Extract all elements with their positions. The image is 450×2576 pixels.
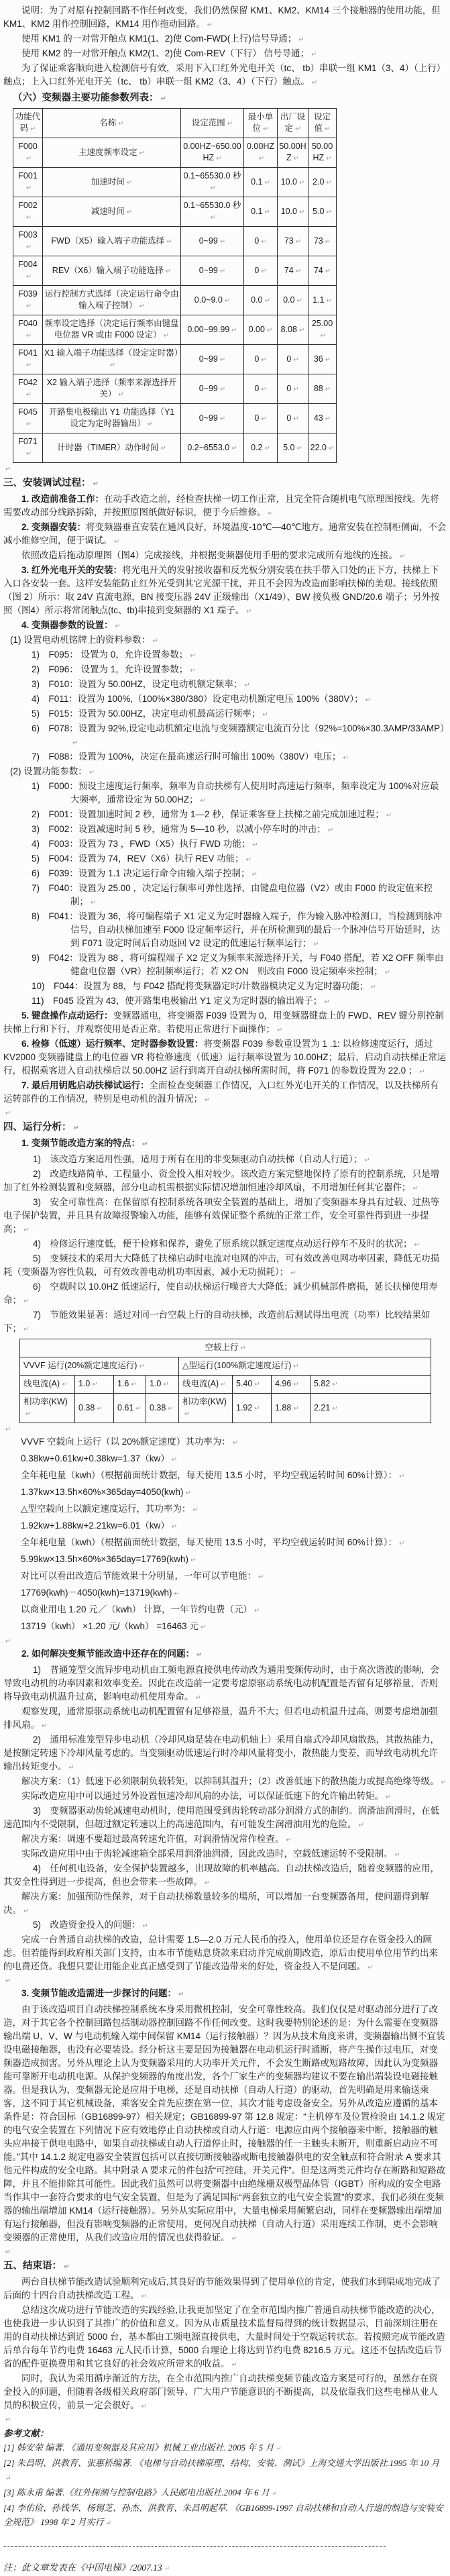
table-cell: 1.1 ↵ — [308, 286, 337, 315]
table-cell: 计时器（TIMER）动作时间 ↵ — [43, 433, 181, 463]
setting-item: 1) F000：预设主速度运行频率，频率为自动扶梯有人使用时高速运行频率，频率设定为 100%对应最大频率，通常设定为 50.00HZ； ↵ — [3, 780, 447, 808]
setting-item: 2) F001：设置加速时间 2 秒，通常为 1—2 秒，保证乘客登上扶梯之前完成加速过程； ↵ — [3, 808, 447, 823]
table-cell: 1.0 ↵ — [146, 1376, 179, 1394]
setting-item: 7) F040：设置为 25.00 ，决定运行频率可弹性选择，由键盘电位器（V2）或由 F000 的设定值来控制； ↵ — [3, 882, 447, 910]
table-cell: 频率设定选择（决定运行频率由键盘电位器 VR 或由 F000 设定） ↵ — [43, 315, 181, 345]
table-cell: F041 ↵ — [13, 345, 43, 374]
empty-line — [3, 2246, 447, 2257]
subsection-title: 1. 变频节能改造方案的特点： ↵ — [3, 1137, 447, 1151]
references-heading: 参考文献： — [3, 2428, 49, 2438]
table-cell: 0~99 ↵ — [181, 345, 244, 374]
solution-paragraph: 解决方案：调速不要超过最高转速允许值，对润滑情况常作检查。 ↵ — [3, 1833, 447, 1847]
subsection-title: 2. 如何解决变频节能改造中还存在的问题： ↵ — [3, 1647, 447, 1662]
table-cell: 0 ↵ — [278, 404, 308, 433]
table-cell: 0.2 ↵ — [244, 433, 278, 463]
table-cell: 0 ↵ — [278, 374, 308, 404]
table-cell: 线电流(A) ↵ — [179, 1376, 233, 1394]
table-cell: 0~99 ↵ — [181, 227, 244, 256]
table-cell: 5.0 ↵ — [308, 197, 337, 227]
feature-item: 1) 该改造方案适用性强，适用于所有在用的非变频驱动自动扶梯（自动人行道）； ↵ — [3, 1153, 447, 1168]
table-cell: 相功率(KW) ↵ — [179, 1394, 233, 1423]
table-cell: 0.61 ↵ — [114, 1394, 146, 1423]
table-cell: F040 ↵ — [13, 315, 43, 345]
formula-line: 全年耗电量（kwh）（根据前面统计数据，每天使用 13.5 小时，平均空载运转时间 60%计算）： ↵ — [3, 1467, 447, 1484]
table-cell: 减速时间 ↵ — [43, 197, 181, 227]
setting-item: 4) F003：设置为 73 ，FWD（X5）执行 FWD 功能； ↵ — [3, 837, 447, 852]
discussion-paragraph: 由于该改造项目自动扶梯控制系统本身采用微机控制，安全可靠性较高。我们仅仅是对驱动部分进行了改造，对于其它各个控制回路包括制动器控制回路不作任何改变。这时我要特别论述的是：为什么需要在变频器输出端 U、V、W 与电动机输入端中间保留 KM14（运行接触器）？因为从技术角度来讲，变频器输出侧不宜装设电磁接触器，也没有必要装设。经分析这主要是因为接触器在电动机运行时通断，将产生操作过电压，对变频器造成损害。另外从理论上认为变频器采用的大功率开关元件，不会发生断路或短路故障，因此认为变频器能可靠断开电动机电源。从保护变频器的角度出发，各个厂家生产的变频器均建议不要在输出端装设电磁接触器。但是我认为，变频器无论是应用于电梯，还是自动扶梯（自动人行道）的驱动，首先明确是用来输送乘客，这不同于其它机械设备，乘客安全首先应摆在第一位，其次才能考虑设备安全。另外从改造应遵循的基本条件是：符合国标（GB16899-97）相关规定；GB16899-97 第 12.8 规定：“主机停车及位置检验由 14.1.2 规定的电气安全装置在下列情况下应有效地停止自动扶梯或自动人行道：电源应由两个接触器来中断，接触器的触头应串接于供电电路中，如果自动扶梯或自动人行道停止时，接触器的任一主触头未断开，则重新启动应不可能。”其中 14.1.2 规定电器安全装置包括可以直接切断接触器或断电接触器供电的安全触点和符合附录 A 要求其他元件构成的安全电路。其中附录 A 要求元的件包括“可控硅，开关元件”。但是这两类元件均存在断路和短路故障，并且不能排除其可能性。因此我们虽然可以将变频器中由绝缘栅双极型晶体管（IGBT）所构成的安全电路当作其中一套符合要求的电气安全装置，但是为了满足国标“两套独立的电气安全装置”的要求，我们必须在变频器的输出端增加 KM14（运行接触器）。另外从实际应用中，大量电梯采用频繁启动，同样在变频器输出端增加有运行接触器，但没有影响变频器的正常使用，更何况自动扶梯（自动人行道）采用连续工作制，更不会影响变频器的正常使用，从我们改造应用的情况也获得验证。 ↵ — [3, 2003, 447, 2246]
table-cell: 5.40 ↵ — [233, 1376, 272, 1394]
table-cell: F004 ↵ — [13, 256, 43, 286]
setting-item: 5) F015：设置为 50.00HZ，决定电动机最高运行频率； ↵ — [3, 707, 447, 722]
table-cell: 0 ↵ — [278, 345, 308, 374]
empty-line — [3, 1975, 447, 1986]
reference-item: [2] 朱昌明、洪教育、张惠桥编著. 《电梯与自动扶梯原理、结构、安装、测试》上海交通大学出版社.1995 年 10 月 ↵ — [3, 2456, 447, 2485]
problem-item: 5) 改造资金投入的问题： ↵ — [3, 1918, 447, 1933]
table-cell: F002 ↵ — [13, 197, 43, 227]
section-heading-analysis: 四、运行分析： ↵ — [3, 1121, 447, 1135]
table-cell: 0~99 ↵ — [181, 374, 244, 404]
table-cell: 0.0 ↵ — [244, 286, 278, 315]
intro-paragraph: 使用 KM2 的一对常开触点 KM2(1、2)使 Com-REV（下行） 信号导通； ↵ — [3, 47, 447, 62]
table-row — [13, 138, 337, 168]
table-cell: 0.00~99.99 ↵ — [181, 315, 244, 345]
table-cell: 0.1 ↵ — [244, 168, 278, 197]
table-cell: 22.0 ↵ — [308, 433, 337, 463]
table-cell: 0.00HZ~650.00HZ ↵ — [181, 138, 244, 168]
problem-item: 1) 普通笼型交流异步电动机由工频电源直接供电传动改为通用变频传动时，由于高次谐波的影响，会导致电动机的功率因素和效率变差。因此在改造前一定要考虑原驱动系统电动机配置是否留有足够裕量，否则将导致电动机温升过高，影响电动机使用寿命。 ↵ — [3, 1663, 447, 1705]
install-item — [3, 1009, 447, 1037]
table-cell: 2.21 ↵ — [311, 1394, 431, 1423]
item-label: 2. 变频器安装： — [21, 522, 87, 532]
table-title-row — [20, 1339, 431, 1357]
table-cell: 50.00HZ ↵ — [308, 138, 337, 168]
intro-paragraph: 说明：为了对原有控制回路不作任何改变，我们仍然保留 KM1、KM2、KM14 三个接触器的使用功能，但 KM1、KM2 用作控制回路，KM14 用作拖动回路。 ↵ — [3, 4, 447, 32]
column-header: 功能代码 ↵ — [13, 109, 43, 138]
item-text: 全面检查变频器工作情况，入口红外光电开关的工作情况，以及扶梯所有运转部件的工作情况，特别是电动机的温升情况； — [3, 1080, 439, 1104]
item-label: 6. 检修（低速）运行频率、定时器参数设置： — [21, 1039, 204, 1049]
reference-item: [1] 韩安荣 编著. 《通用变频器及其应用》机械工业出版社. 2005 年 5 月 ↵ — [3, 2440, 447, 2456]
formula-line: 5.99kw×13.5h×60%×365day=17769(kwh) ↵ — [3, 1551, 447, 1568]
table-cell: 0.1~65530.0 秒 ↵ — [181, 168, 244, 197]
empty-line — [3, 1423, 447, 1434]
publication-note: 注：此文章发表在《中国电梯》/2007.13 ↵ — [3, 2561, 447, 2576]
problem-paragraph: 完成一台普通自动扶梯的改造，总计需要 1.5—2.0 万元人民币的投入，使用单位还是存在资金投入的顾虑。但若能得到政府相关部门支持，由本市节能贴息贷款来启动并完成前期改造，原后由使用单位用节约出来的电费还贷。我想只要让用能企业真正感受到了节能改造带来的好处，资金投入不是问题。 ↵ — [3, 1933, 447, 1975]
problem-paragraph: 观察发现，通常原驱动系统电动机配置留有足够裕量，温升不大；但若电动机温升过高，则要考虑增加强排风扇。 ↵ — [3, 1705, 447, 1733]
table-cell: F003 ↵ — [13, 227, 43, 256]
setting-item: 6) F078：设置为 92%,设定电动机额定电流与变频器额定电流百分比（92%=100%×30.3AMP/33AMP） ↵ — [3, 722, 447, 750]
energy-calculation-block — [3, 1434, 447, 1635]
column-header: 最小单位 ↵ — [244, 109, 278, 138]
table-cell: 0~99 ↵ — [181, 404, 244, 433]
intro-paragraph: 使用 KM1 的一对常开触点 KM1(1、2)使 Com-FWD(上行)信号导通； ↵ — [3, 32, 447, 47]
table-cell: 2.0 ↵ — [308, 168, 337, 197]
install-item — [3, 1079, 447, 1107]
column-header: 出厂设定 ↵ — [278, 109, 308, 138]
table-cell: F045 ↵ — [13, 404, 43, 433]
empty-line — [3, 1107, 447, 1118]
table-row — [13, 345, 337, 374]
table-cell: 74 ↵ — [308, 256, 337, 286]
item-text: 变频器通电，将变频器 F039 设置为 0，用变频器键盘上的 FWD、REV 键分别控制扶梯上行和下行，并观察使用是否正常。若使用正常进行下面操作； — [3, 1011, 445, 1034]
setting-item: 7) F088：设置为 100%，决定在最高速运行时可输出 100%（380V）电压； ↵ — [3, 750, 447, 765]
problem-item: 4) 任何机电设备，安全保护装置越多，出现故障的机率越高。自动扶梯改造后，随着变频器的应用，其安全性得到进一步提高，但也会带来一些故障。 ↵ — [3, 1862, 447, 1890]
separator-line: -------------------------------------------------------------------------------------------------------- — [3, 2541, 387, 2551]
problem-paragraph: 实际改造应用中由于齿轮减速箱全部采用润滑油润滑，因此改造时，空载低速运转不受限制。 ↵ — [3, 1847, 447, 1862]
table-cell: 相功率(KW) ↵ — [20, 1394, 75, 1423]
setting-item: 8) F041：设置为 36，将可编程端子 X1 定义为定时器输入端子，作为输入脉冲检测口，当检测到脉冲信号，自动扶梯加速至 F000 设定频率运行，并在所检测到的最后一个脉冲信号开始延时，达到 F071 设定时间后自动返回 V2 设定的低速运行频率运行； ↵ — [3, 910, 447, 951]
table-cell: 0 ↵ — [244, 345, 278, 374]
item-text: 将变频器垂直安装在通风良好，环境温度-10℃—40℃地方。通常安装在控制柜侧面，不会减小维修空间，便于调试。 — [3, 522, 447, 546]
table-cell: 0.0 ↵ — [278, 286, 308, 315]
item-text: 将光电开关的发射接收器和反光板分别安装在扶手带入口处的正下方，扶梯上下入口各安装一套。这样安装能防止红外光受到其它光源干扰，并且不会因为改造而影响扶梯的美观。接线依照（图 2）所示：取 24V 直流电源，BN 接变压器 24V 正级输出（X1/49）、BW 接负极 GND/20.6 端子；另外按照（图4）所示将常闭触点(tc、tb)串接到变频器的 X1 端子。 — [3, 565, 440, 615]
install-item — [3, 521, 447, 549]
table-row — [13, 256, 337, 286]
section-heading-install: 三、安装调试过程： ↵ — [3, 476, 447, 491]
install-item — [3, 1037, 447, 1079]
setting-item: 10) F044：设置为 88，与 F042 搭配将变频器定时/计数器模块定义为定时器功能； ↵ — [3, 980, 447, 994]
table-cell: 88 ↵ — [308, 374, 337, 404]
setting-item: 9) F042：设置为 88 ，将可编程端子 X2 定义为频率来源选择开关，与 F040 搭配，若 X2 OFF 频率由健盘电位器（VR）控制频率运行；若 X2 ON 则改由 F000 设定频率来控制； ↵ — [3, 951, 447, 980]
formula-line: 以商业用电 1.20 元／（kwh） 计算，一年节约电费（元） ↵ — [3, 1602, 447, 1618]
problem-paragraph: 实际改造应用中可以通过另外设置恒速冷却风扇的办法，可以保证低速下的允许输出转矩。 ↵ — [3, 1790, 447, 1804]
table-cell: F000 ↵ — [13, 138, 43, 168]
parameter-group-title: (2) 设置功能参数： ↵ — [3, 765, 447, 780]
column-header: VVVF 运行(20%额定速度运行) ↵ — [20, 1357, 179, 1376]
column-header: 设定值 ↵ — [308, 109, 337, 138]
table-cell: 加速时间 ↵ — [43, 168, 181, 197]
subsection-title: 3. 变频节能改造需进一步探讨的问题： ↵ — [3, 1987, 447, 2002]
table-cell: 0 ↵ — [244, 374, 278, 404]
table-cell: 0.38 ↵ — [75, 1394, 114, 1423]
conclusion-paragraph: 同时，我认为采用循序渐近的方法，在全市范围内推广自动扶梯变频节能改造方案是可行的，虽然存在资金投入的问题，但随着各级相关政府部门领导、广大用户节能意识的不断提高，以及依靠我们这些电梯从业人员的积极宣传，前景一定会很好。 ↵ — [3, 2372, 447, 2414]
table-cell: 10.0 ↵ — [278, 197, 308, 227]
table-cell: 0.1~65530.0 秒 ↵ — [181, 197, 244, 227]
intro-paragraph: 为了保证乘客顺向进入检测信号有效，采用下入口红外光电开关（tc、 tb）串联一组 KM1（3、4）（上行）触点；上入口红外光电开关（tc、 tb）串联一组 KM2（3、4）（下行）触点。 ↵ — [3, 62, 447, 90]
install-item — [3, 564, 447, 619]
table-cell: 开路集电极输出 Y1 功能选择（Y1 设定为定时器输出） ↵ — [43, 404, 181, 433]
setting-item: 1) F095： 设置为 0，允许设置参数； ↵ — [3, 648, 447, 663]
install-item — [3, 493, 447, 521]
table-cell: 5.82 ↵ — [311, 1376, 431, 1394]
solution-paragraph: 解决方案：（1）低速下必须限制负载转矩，以抑制其温升；（2）改善低速下的散热能力或提高绝缘等级。 ↵ — [3, 1775, 447, 1790]
parameter-table — [13, 108, 337, 463]
item-label: 7. 最后用钥匙启动扶梯试运行： — [21, 1080, 150, 1090]
table-cell: 1.92 ↵ — [233, 1394, 272, 1423]
reference-item: [4] 李佑俭、孙钱华、杨锡芝、孙杰、洪教育、朱昌明起草. 《GB16899-1997 自动扶梯和自动人行道的制造与安装安全规范》 1998 年 2 月实行 ↵ — [3, 2501, 447, 2530]
table-row — [20, 1394, 431, 1423]
reference-item: [3] 陈永甫 编著.《红外探测与控制电路》人民邮电出版社.2004 年 6 月 ↵ — [3, 2485, 447, 2501]
table-cell: 线电流(A) ↵ — [20, 1376, 75, 1394]
table-cell: 73 ↵ — [278, 227, 308, 256]
formula-line: 13719（kwh） ×1.20 元/（kwh） =16463 元 ↵ — [3, 1618, 447, 1635]
item-label: 5. 键盘操作点动运行： — [21, 1011, 113, 1021]
motor-parameter-list — [3, 648, 447, 765]
table-cell: REV（X6）输入端子功能选择 ↵ — [43, 256, 181, 286]
formula-line: 0.38kw+0.61kw+0.38kw=1.37（kw） ↵ — [3, 1451, 447, 1467]
table-row — [13, 374, 337, 404]
solution-paragraph: 解决方案：加强预防性保养，对于自动扶梯数量较多的場所，可以增加一台变频器备用，使问题得到解决。 ↵ — [3, 1890, 447, 1918]
table-cell: 0 ↵ — [244, 256, 278, 286]
table-cell: 0 ↵ — [244, 227, 278, 256]
feature-item: 6) 空载时以 10.0HZ 低速运行，使自动扶梯运行噪音大大降低；减少机械部件磨损，延长扶梯使用寿命； ↵ — [3, 1280, 447, 1308]
table-cell: 4.96 ↵ — [272, 1376, 311, 1394]
empty-line — [3, 1635, 447, 1646]
table-cell: F001 ↵ — [13, 168, 43, 197]
table-row — [13, 315, 337, 345]
table-cell: 10.0 ↵ — [278, 168, 308, 197]
table-row — [13, 168, 337, 197]
install-item — [3, 619, 447, 633]
install-paragraph: 依照改造后拖动原理图（图4）完成接线，并根据变频器使用手册的要求完成所有地线的连接。 ↵ — [3, 549, 447, 564]
feature-item: 5) 变频技术的采用大大降低了扶梯启动时电流对电网的冲击，可有效改善电网功率因素，降低无功损耗（变频器为容性负载，可有效改善电动机功率因素，减小无功损耗）； ↵ — [3, 1252, 447, 1280]
table-cell: 73 ↵ — [308, 227, 337, 256]
parameter-group-title: (1) 设置电动机铭牌上的资料参数： ↵ — [3, 633, 447, 648]
table-cell: 0~99 ↵ — [181, 256, 244, 286]
table-cell: 0.1 ↵ — [244, 197, 278, 227]
table-cell: F071 ↵ — [13, 433, 43, 463]
item-label: 1. 改造前准备工作： — [21, 494, 105, 504]
table-row — [13, 286, 337, 315]
item-text: 在动手改造之前，经检查扶梯一切工作正常，且完全符合随机电气原理图接线。先将需要改动部分线路拆除，并按照原图纸做好标识，便于今后维修。 — [3, 494, 439, 517]
table-cell: X1 输入端子功能选择（设定定时器） ↵ — [43, 345, 181, 374]
formula-line: VVVF 空载向上运行（以 20%额定速度）其功率为： ↵ — [3, 1434, 447, 1451]
conclusion-paragraph: 两台自扶梯节能改造试验顺利完成后,其良好的节能效果得到了使用单位的肯定，使我们水到渠成地完成了后面的十四台自动扶梯改造工程。 ↵ — [3, 2275, 447, 2304]
table-cell: 50.00HZ ↵ — [278, 138, 308, 168]
feature-list — [3, 1153, 447, 1337]
table-cell: 36 ↵ — [308, 345, 337, 374]
table-header-row — [13, 109, 337, 138]
item-text: 将变频器 F039 参数重设置为 1 .1: 以检修速度运行，通过 KV2000 变频器键盘上的电位器 VR 将检修速度（低速）运行频率设置为 10.00HZ；最后，启动自动扶梯正常运行，根据乘客进入自动扶梯后以 50.00HZ 运行到离开自动扶梯所需时间，将 F071 的参数设置为 22.0 ； — [3, 1039, 447, 1076]
table-cell: 1.0 ↵ — [75, 1376, 114, 1394]
empty-line — [3, 2414, 447, 2424]
table-cell: 5.0 ↵ — [278, 433, 308, 463]
table-title: 空载上行 ↵ — [20, 1339, 431, 1357]
empty-line — [3, 463, 447, 474]
table-row — [13, 227, 337, 256]
setting-item: 4) F011：设置为 100%,（100%×380/380）设定电动机额定电压 100%（380V）； ↵ — [3, 692, 447, 707]
formula-line: 全年耗电量（kwh）（根据前面统计数据，每天使用 13.5 小时，平均空载运转时间 60%计算）： ↵ — [3, 1535, 447, 1551]
table-cell: 74 ↵ — [278, 256, 308, 286]
section-heading-parameter-list: （六）变频器主要功能参数列表： ↵ — [3, 91, 447, 106]
table-cell: 0.00 ↵ — [244, 315, 278, 345]
table-cell: 43 ↵ — [308, 404, 337, 433]
problem-item: 2) 通用标准笼型异步电动机（冷却风扇是装在电动机轴上）采用自扇式冷却风扇散热，其散热能力，是按额定转速下冷却风量考虑的。当变频驱动低速运行时冷却风量将变小，散热能力变差，而导致电动机允许输出转矩变小。 ↵ — [3, 1733, 447, 1775]
table-cell: 主速度频率设定 ↵ — [43, 138, 181, 168]
table-row — [13, 404, 337, 433]
formula-line: 1.92kw+1.88kw+2.21kw=6.01（kw） ↵ — [3, 1518, 447, 1535]
conclusion-paragraph: 总结这次成功进行节能改造的实践经验,让我更加坚定了在全市范围内推广普通自动扶梯节能改造的决心，也使我进一步认识到了其推广的价值和意义。因为从市质量技术监督局得到的统计数据显示，目前深圳注册在用的自动扶梯达到近 5000 台，基本都由工频电源直接供电，大量时间处于空载运转状态。若按照完成节能改造后单台每年节约电费 16463 元人民币计算，5000 台理论上将达到节约电费 8216.5 万元。这还不包括改造后节省的配件更换费用和其它良好的社会效应所带来的收益。 ↵ — [3, 2304, 447, 2372]
table-cell: X2 输入端子选择（频率来源选择开关） ↵ — [43, 374, 181, 404]
formula-line: 1.37kw×13.5h×60%×365day=4050(kwh) ↵ — [3, 1484, 447, 1501]
table-cell: FWD（X5）输入端子功能选择 ↵ — [43, 227, 181, 256]
table-cell: 0.2~6553.0 ↵ — [181, 433, 244, 463]
table-cell: 运行控制方式选择（决定运行命令由输入端子控制） ↵ — [43, 286, 181, 315]
table-row — [13, 197, 337, 227]
setting-item: 6) F039：设置为 1.1 决定运行命令由输入端子控制； ↵ — [3, 867, 447, 882]
comparison-table-body — [20, 1376, 431, 1423]
table-cell: 1.88 ↵ — [272, 1394, 311, 1423]
table-cell: 8.08 ↵ — [278, 315, 308, 345]
setting-item: 5) F004：设置为 74，REV（X6）执行 REV 功能； ↵ — [3, 852, 447, 867]
feature-item: 4) 检修运行速度低，便于检修和保养，避免了原系统以额定速度点动运行停车不及时的状况； ↵ — [3, 1237, 447, 1252]
parameter-table-body — [13, 138, 337, 463]
item-label: 3. 红外光电开关的安装： — [21, 565, 123, 575]
table-cell: 0.38 ↵ — [146, 1394, 179, 1423]
table-cell: 0.0~9.0 ↵ — [181, 286, 244, 315]
setting-item: 11) F045 设置为 43，使开路集电极输出 Y1 定义为定时器的输出端子； ↵ — [3, 994, 447, 1009]
table-header-row — [20, 1357, 431, 1376]
feature-item: 7) 节能效果显著：通过对同一台空载上行的自动扶梯，改造前后测试得出电流（功率）比较结果如下； ↵ — [3, 1308, 447, 1337]
reference-list — [3, 2440, 447, 2530]
formula-line: △型空载向上以额定速度运行，其功率为： ↵ — [3, 1501, 447, 1518]
column-header: 设定范围 ↵ — [181, 109, 244, 138]
column-header: 名称 ↵ — [43, 109, 181, 138]
formula-line: 对比可以看出改造后节能效果十分明显，一年可以节电能： ↵ — [3, 1568, 447, 1585]
table-cell: F039 ↵ — [13, 286, 43, 315]
problem-item: 3) 变频器驱动齿轮减速电动机时，使用范围受到齿轮转动部分润滑方式的制约。润滑油润滑时，在低速范围内不受限制，但超过额定转速以上的高速范围内，有可能发生润滑油用光的危险。 ↵ — [3, 1804, 447, 1833]
column-header: △型运行(100%额定速度运行) ↵ — [179, 1357, 431, 1376]
table-cell: 0.00HZ ↵ — [244, 138, 278, 168]
table-row — [13, 433, 337, 463]
feature-item: 2) 改造线路简单、工程量小、资金投入相对较少。该改造方案完整地保持了原有的控制系统，只是增加了红外检测装置和变频器，部分电动机需根据实际情况增加恒速冷却风扇，不用增加任何其它器件； ↵ — [3, 1168, 447, 1196]
table-row — [20, 1376, 431, 1394]
table-cell: 25.00 ↵ — [308, 315, 337, 345]
no-load-comparison-table — [19, 1339, 431, 1423]
table-cell: 0 ↵ — [244, 404, 278, 433]
feature-item: 3) 安全可靠性高：在保留原有控制系统各项安全装置的基础上，增加了变频器本身具有过载、过热等电子保护装置，并且具有故障报警输入功能，能够有效保证整个系统的正常工作，安全可靠性得到进一步提高； ↵ — [3, 1196, 447, 1237]
setting-item: 3) F002：设置减速时间 5 秒，通常为 5—10 秒，以减小停车时的冲击； ↵ — [3, 823, 447, 837]
function-parameter-list — [3, 780, 447, 1009]
section-heading-conclusion: 五、结束语： ↵ — [3, 2259, 447, 2274]
table-cell: 1.6 ↵ — [114, 1376, 146, 1394]
setting-item: 3) F010：设置为 50.00HZ，设定电动机额定频率； ↵ — [3, 678, 447, 692]
item-label: 4. 变频器参数的设置： — [21, 620, 113, 630]
setting-item: 2) F096： 设置为 1，允许设置参数； ↵ — [3, 663, 447, 678]
formula-line: 17769(kwh)－4050(kwh)=13719(kwh) ↵ — [3, 1585, 447, 1602]
table-cell: F042 ↵ — [13, 374, 43, 404]
